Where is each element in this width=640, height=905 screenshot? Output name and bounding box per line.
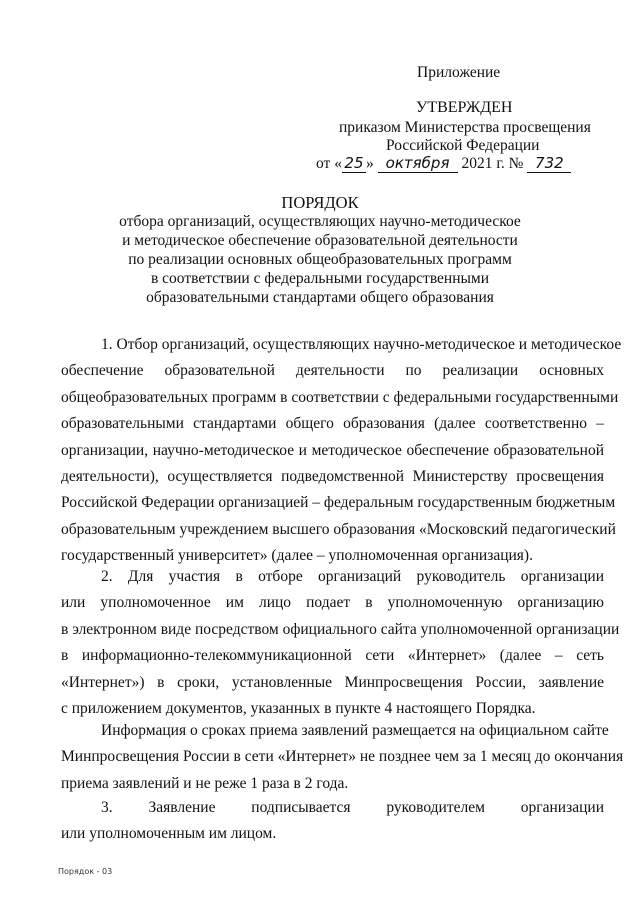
page-footer: Порядок - 03 [58, 867, 113, 876]
text-line: Информация о сроках приема заявлений размещается на официальном сайте [101, 722, 609, 739]
order-date-line [316, 154, 571, 173]
appendix-label: Приложение [417, 64, 501, 81]
text-line: «Интернет») в сроки, установленные Минпросвещения России, заявление [61, 673, 604, 691]
paragraph-2 [61, 564, 620, 722]
text-line: Минпросвещения России в сети «Интернет» не позднее чем за 1 месяц до окончания [61, 748, 624, 766]
text-line: приема заявлений и не реже 1 раза в 2 года. [61, 774, 349, 792]
text-line: 1. Отбор организаций, осуществляющих научно-методическое и методическое [101, 336, 622, 353]
subtitle-line: отбора организаций, осуществляющих научно-методическое [119, 213, 521, 230]
document-subtitle [0, 212, 640, 307]
text-line: образовательным учреждением высшего образования «Московский педагогический [61, 520, 616, 538]
text-line: в информационно-телекоммуникационной сети «Интернет» (далее – сеть [61, 647, 604, 665]
text-line: деятельности), осуществляется подведомственной Министерству просвещения [61, 467, 604, 485]
text-line: или уполномоченное им лицо подает в уполномоченную организацию [61, 594, 604, 612]
paragraph-3 [61, 718, 624, 797]
subtitle-line: в соответствии с федеральными государственными [150, 270, 490, 287]
text-line: 3. Заявление подписывается руководителем организации [101, 799, 604, 816]
text-line: 2. Для участия в отборе организаций руководитель организации [101, 568, 604, 585]
date-prefix: от « [316, 155, 342, 172]
document-title: ПОРЯДОК [281, 193, 359, 212]
text-line: в электронном виде посредством официального сайта уполномоченной организации [61, 620, 620, 638]
text-line: обеспечение образовательной деятельности по реализации основных [61, 362, 604, 380]
date-month: октября [378, 154, 458, 173]
date-day: 25 [342, 154, 366, 173]
text-line: общеобразовательных программ в соответствии с федеральными государственными [61, 388, 619, 406]
paragraph-4 [61, 795, 604, 848]
text-line: организации, научно-методическое и методическое обеспечение образовательной [61, 441, 604, 459]
text-line: или уполномоченным им лицом. [61, 825, 277, 843]
subtitle-line: образовательными стандартами общего образования [146, 289, 494, 306]
text-line: с приложением документов, указанных в пункте 4 настоящего Порядка. [61, 699, 536, 717]
text-line: государственный университет» (далее – уполномоченная организация). [61, 547, 533, 565]
subtitle-line: по реализации основных общеобразовательных программ [128, 251, 512, 268]
approved-label: УТВЕРЖДЕН [416, 99, 513, 116]
date-year: 2021 г. № [461, 155, 524, 172]
text-line: образовательными стандартами общего образования (далее соответственно – [61, 415, 604, 433]
date-mid: » [365, 155, 374, 172]
order-line-1: приказом Министерства просвещения [339, 119, 591, 136]
order-number: 732 [527, 154, 571, 173]
text-line: Российской Федерации организацией – федеральным государственным бюджетным [61, 494, 616, 512]
order-line-2: Российской Федерации [386, 137, 540, 154]
paragraph-1 [61, 332, 622, 570]
subtitle-line: и методическое обеспечение образовательной деятельности [122, 232, 518, 249]
